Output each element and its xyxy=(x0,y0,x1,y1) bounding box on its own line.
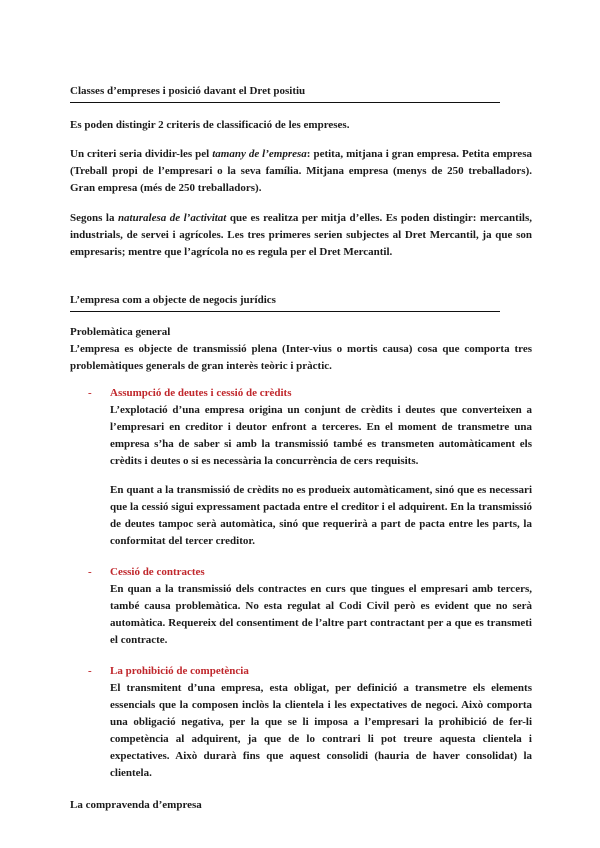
bullet-item-assumpcio-deutes xyxy=(70,385,532,550)
paragraph-tamany-pre: Un criteri seria dividir-les pel xyxy=(70,148,213,160)
subheading-problematica-general: Problemàtica general xyxy=(70,326,171,338)
section-heading-classes-empreses: Classes d’empreses i posició davant el Dret positiu xyxy=(70,83,500,103)
paragraph-naturalesa-pre: Segons la xyxy=(70,212,118,224)
bullet-paragraph: En quan a la transmissió dels contractes en curs que tingues el empresari amb tercers, també causa problemàtica. No esta regulat al Codi Civil però es evident que no serà automàtica. Requereix del consentiment de l’altre part contractant per a que es transmeti el contracte. xyxy=(110,583,532,646)
paragraph-tamany-italic: tamany de l’empresa xyxy=(212,148,307,160)
paragraph-naturalesa xyxy=(70,210,532,261)
paragraph-transmissio-plena: L’empresa es objecte de transmissió plena (Inter-vius o mortis causa) cosa que comporta tres problemàtiques generals de gran interès teòric i pràctic. xyxy=(70,343,532,372)
bullet-title-cessio-contractes: Cessió de contractes xyxy=(110,566,205,578)
paragraph-criteris: Es poden distingir 2 criteris de classificació de les empreses. xyxy=(70,119,350,131)
bullet-dash-icon: - xyxy=(88,566,92,578)
bullet-dash-icon: - xyxy=(88,387,92,399)
bullet-item-prohibicio-competencia xyxy=(70,663,532,782)
paragraph-naturalesa-post: que es realitza per mitja d’elles. Es poden distingir: mercantils, industrials, de servei i agrícoles. Les tres primeres serien subjectes al Dret Mercantil, ja que son empresaris; mentre que l’agrícola no es regula per el Dret Mercantil. xyxy=(70,212,532,258)
bullet-list xyxy=(70,385,532,782)
bullet-title-prohibicio-competencia: La prohibició de competència xyxy=(110,665,249,677)
paragraph-tamany xyxy=(70,146,532,197)
bullet-title-assumpcio-deutes: Assumpció de deutes i cessió de crèdits xyxy=(110,387,292,399)
bullet-paragraph: L’explotació d’una empresa origina un conjunt de crèdits i deutes que converteixen a l’empresari en creditor i deutor enfront a terceres. En el moment de transmetre una empresa s’ha de saber si amb la transmissió també es transmeten automàticament els crèdits i deutes o si es necessària la concurrència de cers requisits. xyxy=(110,404,532,467)
bullet-paragraph: El transmitent d’una empresa, esta obligat, per definició a transmetre els elements essencials que la composen inclòs la clientela i les expectatives de negoci. Això comporta una obligació negativa, per la que se li imposa a l’empresari la prohibició de fer-li competència al adquirent, ja que de lo contrari li pot treure aquesta clientela i expectatives. Això durarà fins que aquest consolidi (hauria de haver consolidat) la clientela. xyxy=(110,682,532,779)
bullet-paragraph: En quant a la transmissió de crèdits no es produeix automàticament, sinó que es necessari que la cessió sigui expressament pactada entre el creditor i el adquirent. En la transmissió de deutes tampoc serà automàtica, sinó que requerirà a part de pacta entre les parts, la conformitat del tercer creditor. xyxy=(110,484,532,547)
section-heading-objecte-negocis: L’empresa com a objecte de negocis jurídics xyxy=(70,292,500,312)
paragraph-tamany-post: : petita, mitjana i gran empresa. Petita empresa (Treball propi de l’empresari o la seva família. Mitjana empresa (menys de 250 treballadors). Gran empresa (més de 250 treballadors). xyxy=(70,148,532,194)
subheading-compravenda-empresa: La compravenda d’empresa xyxy=(70,799,202,811)
bullet-dash-icon: - xyxy=(88,665,92,677)
bullet-item-cessio-contractes xyxy=(70,564,532,649)
paragraph-naturalesa-italic: naturalesa de l’activitat xyxy=(117,212,227,224)
